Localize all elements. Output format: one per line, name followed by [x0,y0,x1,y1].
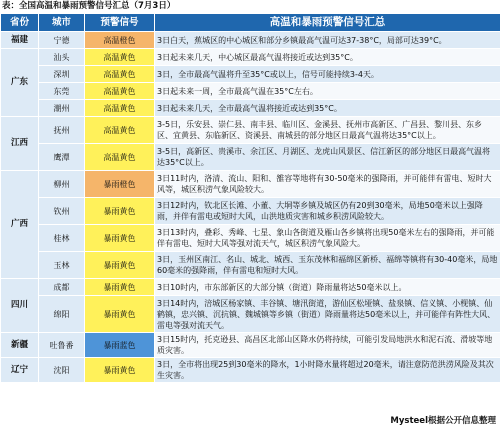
warning-signal-badge: 高温黄色 [85,66,155,83]
province-cell: 江西 [1,117,39,171]
table-row [1,279,500,296]
table-row [1,225,500,252]
table-caption: 表：全国高温和暴雨预警信号汇总（7月3日） [2,1,176,11]
warning-signal-badge: 暴雨黄色 [85,296,155,333]
warning-detail-cell: 3日起未来几天，中心城区最高气温将接近或达到35°C。 [155,49,500,66]
header-signal: 预警信号 [85,14,155,32]
source-footer: Mysteel根据公开信息整理 [390,416,496,426]
warning-detail-cell: 3日，玉州区南江、名山、城北、城西、玉东茂林和福绵区新桥、福绵等镇将有30-40毫米，局地60毫米的强降雨，伴有雷电和短时大风。 [155,252,500,279]
table-row [1,66,500,83]
city-cell: 鹰潭 [39,144,85,171]
warning-signal-badge: 高温橙色 [85,32,155,49]
province-cell: 新疆 [1,333,39,358]
warning-signal-table [0,13,500,383]
province-cell: 广西 [1,171,39,279]
warning-detail-cell: 3-5日，高新区、贵溪市、余江区、月湖区、龙虎山风景区、信江新区的部分地区日最高气温将达35°C以上。 [155,144,500,171]
warning-detail-cell: 3日11时内，洛清、流山、阳和、雒容等地将有30-50毫米的强降雨，并可能伴有雷电、短时大风等，城区积涝气象风险较大。 [155,171,500,198]
table-row [1,49,500,66]
warning-detail-cell: 3日15时内，托克逊县、高昌区北部山区降水仍将持续，可能引发局地洪水和泥石流、滑坡等地质灾害。 [155,333,500,358]
city-cell: 潮州 [39,100,85,117]
table-row [1,198,500,225]
city-cell: 吐鲁番 [39,333,85,358]
header-province: 省份 [1,14,39,32]
province-cell: 辽宁 [1,358,39,383]
city-cell: 深圳 [39,66,85,83]
warning-signal-badge: 暴雨黄色 [85,279,155,296]
province-cell: 广东 [1,49,39,117]
warning-detail-cell: 3日起未来几天，全市最高气温将接近或达到35°C。 [155,100,500,117]
table-row [1,252,500,279]
warning-signal-badge: 高温黄色 [85,144,155,171]
table-row [1,171,500,198]
province-cell: 福建 [1,32,39,49]
warning-signal-badge: 暴雨黄色 [85,358,155,383]
table-row [1,333,500,358]
province-cell: 四川 [1,279,39,333]
city-cell: 绵阳 [39,296,85,333]
table-header-row [1,14,500,32]
city-cell: 桂林 [39,225,85,252]
table-row [1,117,500,144]
table-row [1,100,500,117]
city-cell: 抚州 [39,117,85,144]
city-cell: 沈阳 [39,358,85,383]
warning-detail-cell: 3日，全市将出现25到30毫米的降水，1小时降水量将超过20毫米，请注意防范洪涝风险及其次生灾害。 [155,358,500,383]
warning-detail-cell: 3日12时内，钦北区长滩、小董、大垌等乡镇及城区仍有20到30毫米，局地50毫米以上强降雨，并伴有雷电或短时大风，山洪地质灾害和城乡积涝风险较大。 [155,198,500,225]
warning-signal-badge: 高温黄色 [85,49,155,66]
warning-detail-cell: 3-5日，乐安县、崇仁县、南丰县、临川区、金溪县、抚州市高新区、广昌县、黎川县、东乡区、宜黄县、东临新区、资溪县、南城县的部分地区日最高气温将达35°C以上。 [155,117,500,144]
warning-signal-badge: 高温黄色 [85,100,155,117]
city-cell: 东莞 [39,83,85,100]
table-body [1,32,500,383]
table-row [1,32,500,49]
warning-detail-cell: 3日13时内，叠彩、秀峰、七星、象山各街道及雁山各乡镇将出现50毫米左右的强降雨，并可能伴有雷电、短时大风等强对流天气，城区积涝气象风险大。 [155,225,500,252]
table-row [1,358,500,383]
city-cell: 玉林 [39,252,85,279]
table-row [1,144,500,171]
warning-signal-badge: 高温黄色 [85,83,155,100]
warning-signal-badge: 暴雨黄色 [85,252,155,279]
header-city: 城市 [39,14,85,32]
city-cell: 成都 [39,279,85,296]
warning-signal-badge: 暴雨蓝色 [85,333,155,358]
header-detail: 高温和暴雨预警信号汇总 [155,14,500,32]
warning-signal-badge: 暴雨黄色 [85,198,155,225]
warning-detail-cell: 3日起未来一周，全市最高气温在35°C左右。 [155,83,500,100]
warning-detail-cell: 3日10时内，市东部新区的大部分镇（街道）降雨量将达50毫米以上。 [155,279,500,296]
warning-signal-badge: 暴雨橙色 [85,171,155,198]
warning-signal-badge: 暴雨黄色 [85,225,155,252]
table-row [1,296,500,333]
city-cell: 宁德 [39,32,85,49]
city-cell: 柳州 [39,171,85,198]
city-cell: 汕头 [39,49,85,66]
table-row [1,83,500,100]
warning-detail-cell: 3日，全市最高气温将升至35°C或以上，信号可能持续3-4天。 [155,66,500,83]
city-cell: 钦州 [39,198,85,225]
warning-signal-badge: 高温黄色 [85,117,155,144]
warning-detail-cell: 3日14时内，涪城区杨家镇、丰谷镇、塘汛街道，游仙区松垭镇、盐泉镇、信义镇、小枧镇、仙鹤镇，忠兴镇、沉抗镇、魏城镇等乡镇（街道）降雨量将达50毫米以上，并可能伴有阵性大风、雷电等强对流天气。 [155,296,500,333]
warning-detail-cell: 3日白天，蕉城区的中心城区和部分乡镇最高气温可达37-38°C，局部可达39°C。 [155,32,500,49]
